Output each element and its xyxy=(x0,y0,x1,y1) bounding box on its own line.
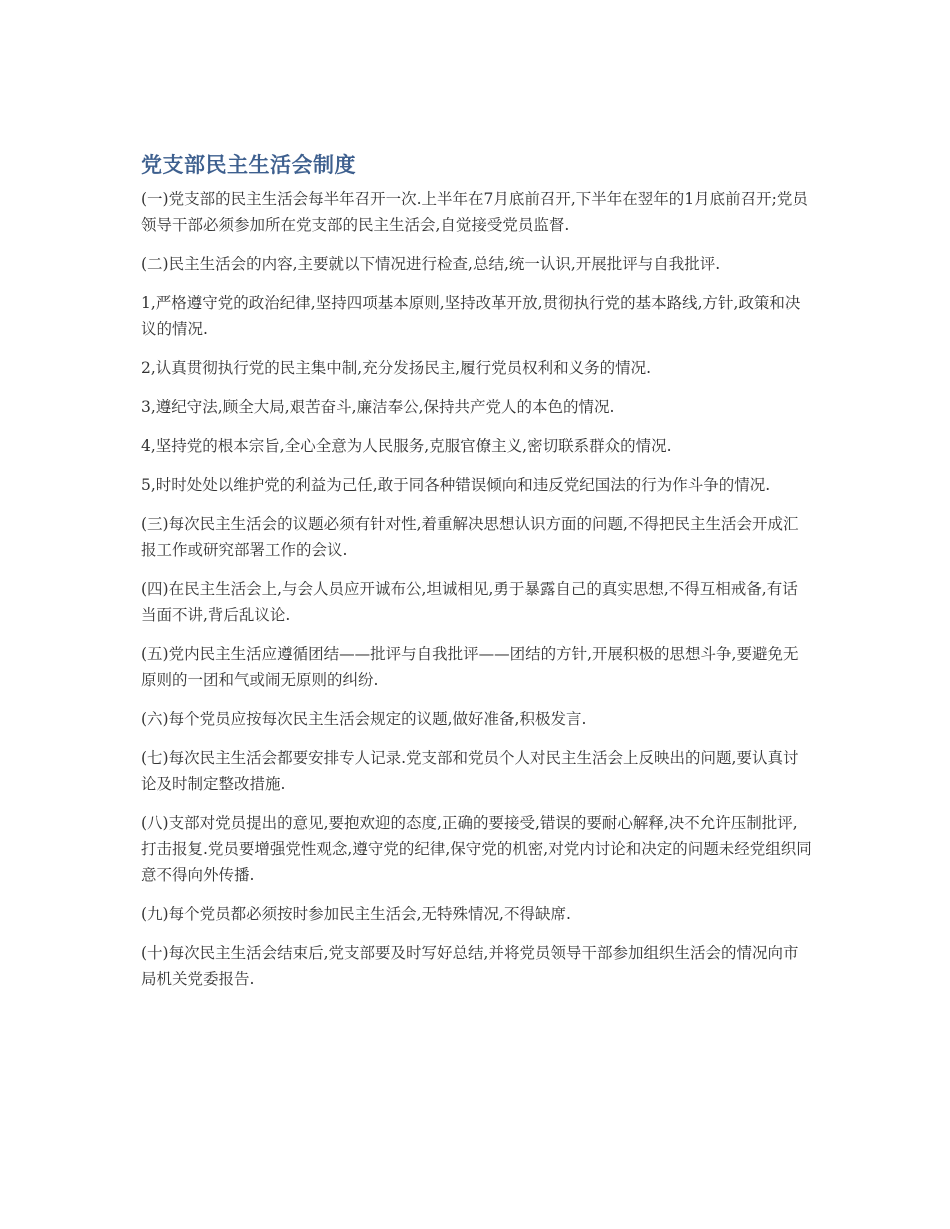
paragraph-section-1: (一)党支部的民主生活会每半年召开一次.上半年在7月底前召开,下半年在翌年的1月底前召开;党员领导干部必须参加所在党支部的民主生活会,自觉接受党员监督. xyxy=(141,190,808,234)
paragraph-section-5: (五)党内民主生活应遵循团结——批评与自我批评——团结的方针,开展积极的思想斗争,要避免无原则的一团和气或闹无原则的纠纷. xyxy=(141,645,799,689)
document-content xyxy=(141,150,813,1005)
document-title: 党支部民主生活会制度 xyxy=(141,153,356,177)
paragraph-section-4: (四)在民主生活会上,与会人员应开诚布公,坦诚相见,勇于暴露自己的真实思想,不得互相戒备,有话当面不讲,背后乱议论. xyxy=(141,580,798,624)
paragraph-section-9: (九)每个党员都必须按时参加民主生活会,无特殊情况,不得缺席. xyxy=(141,905,571,923)
paragraph-item-5: 5,时时处处以维护党的利益为己任,敢于同各种错误倾向和违反党纪国法的行为作斗争的情况. xyxy=(141,476,771,494)
paragraph-section-3: (三)每次民主生活会的议题必须有针对性,着重解决思想认识方面的问题,不得把民主生活会开成汇报工作或研究部署工作的会议. xyxy=(141,515,799,559)
paragraph-item-1: 1,严格遵守党的政治纪律,坚持四项基本原则,坚持改革开放,贯彻执行党的基本路线,方针,政策和决议的情况. xyxy=(141,294,801,338)
paragraph-item-3: 3,遵纪守法,顾全大局,艰苦奋斗,廉洁奉公,保持共产党人的本色的情况. xyxy=(141,398,615,416)
paragraph-section-6: (六)每个党员应按每次民主生活会规定的议题,做好准备,积极发言. xyxy=(141,710,587,728)
paragraph-section-8: (八)支部对党员提出的意见,要抱欢迎的态度,正确的要接受,错误的要耐心解释,决不允许压制批评,打击报复.党员要增强党性观念,遵守党的纪律,保守党的机密,对党内讨论和决定的问题未经党组织同意不得向外传播. xyxy=(141,814,812,884)
paragraph-section-10: (十)每次民主生活会结束后,党支部要及时写好总结,并将党员领导干部参加组织生活会的情况向市局机关党委报告. xyxy=(141,944,799,988)
paragraph-section-2: (二)民主生活会的内容,主要就以下情况进行检查,总结,统一认识,开展批评与自我批评. xyxy=(141,255,721,273)
paragraph-item-4: 4,坚持党的根本宗旨,全心全意为人民服务,克服官僚主义,密切联系群众的情况. xyxy=(141,437,672,455)
paragraph-section-7: (七)每次民主生活会都要安排专人记录.党支部和党员个人对民主生活会上反映出的问题,要认真讨论及时制定整改措施. xyxy=(141,749,799,793)
paragraph-item-2: 2,认真贯彻执行党的民主集中制,充分发扬民主,履行党员权利和义务的情况. xyxy=(141,359,652,377)
